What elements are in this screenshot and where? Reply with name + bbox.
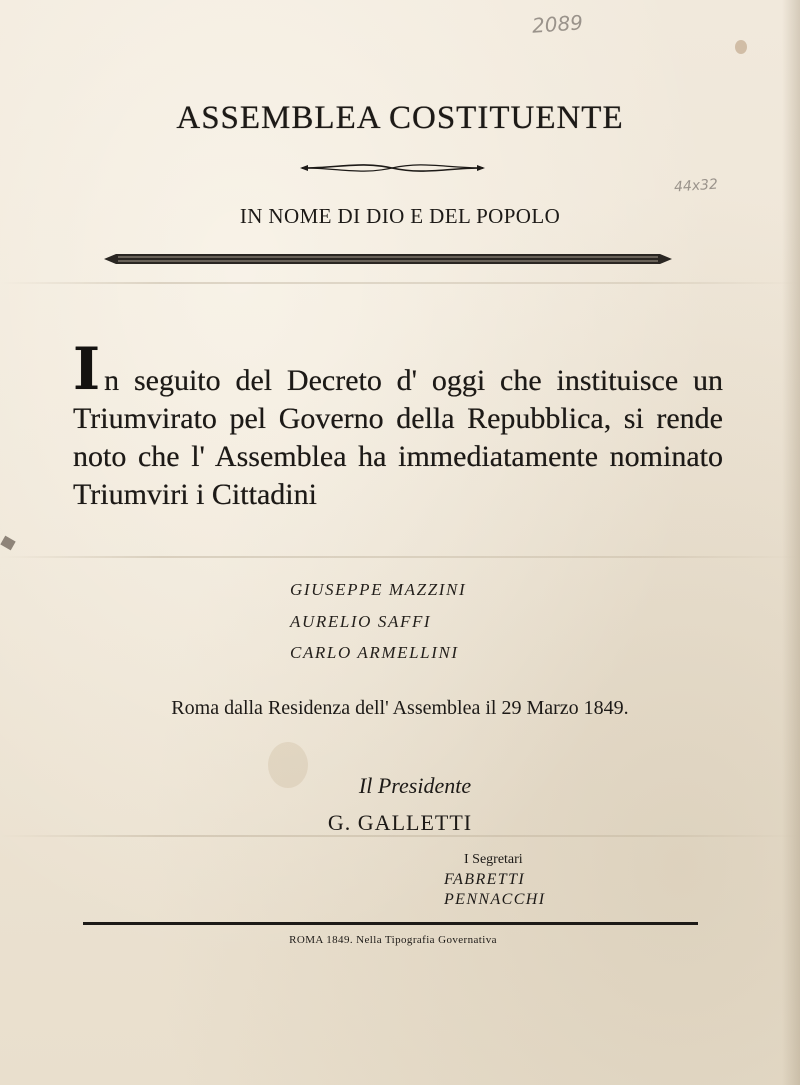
- paper-edge-shadow: [782, 0, 800, 1085]
- triumvir-name: CARLO ARMELLINI: [290, 643, 459, 662]
- paper-stain: [735, 40, 747, 54]
- drop-cap: I: [73, 335, 101, 403]
- triumvir-name: AURELIO SAFFI: [290, 612, 432, 631]
- secretary-name: FABRETTI: [444, 871, 526, 888]
- inventory-number-annotation: 2089: [531, 10, 584, 38]
- decorative-rule: [104, 252, 672, 266]
- paper-fold-line: [0, 556, 800, 558]
- secretaries-label: I Segretari: [464, 852, 523, 867]
- footer-rule: [83, 922, 698, 925]
- secretary-name: PENNACCHI: [444, 891, 546, 908]
- page-title: ASSEMBLEA COSTITUENTE: [176, 100, 624, 136]
- dimensions-annotation: 44x32: [673, 176, 719, 196]
- page-subtitle: IN NOME DI DIO E DEL POPOLO: [239, 204, 561, 228]
- dateline: Roma dalla Residenza dell' Assemblea il 29 Marzo 1849.: [171, 697, 629, 719]
- decree-paragraph: [73, 335, 723, 514]
- president-label: Il Presidente: [358, 773, 472, 798]
- printer-imprint: ROMA 1849. Nella Tipografia Governativa: [289, 934, 497, 946]
- flourish-ornament: [300, 158, 485, 178]
- paper-fold-line: [0, 282, 800, 284]
- secretaries-block: [444, 850, 546, 910]
- president-name: G. GALLETTI: [327, 810, 473, 835]
- triumvir-name: GIUSEPPE MAZZINI: [290, 580, 467, 599]
- paper-tear: [0, 536, 15, 551]
- decree-text: n seguito del Decreto d' oggi che instituisce un Triumvirato pel Governo della Repubblica, si rende noto che l' Assemblea ha immediatamente nominato Triumviri i Cittadini: [73, 364, 723, 511]
